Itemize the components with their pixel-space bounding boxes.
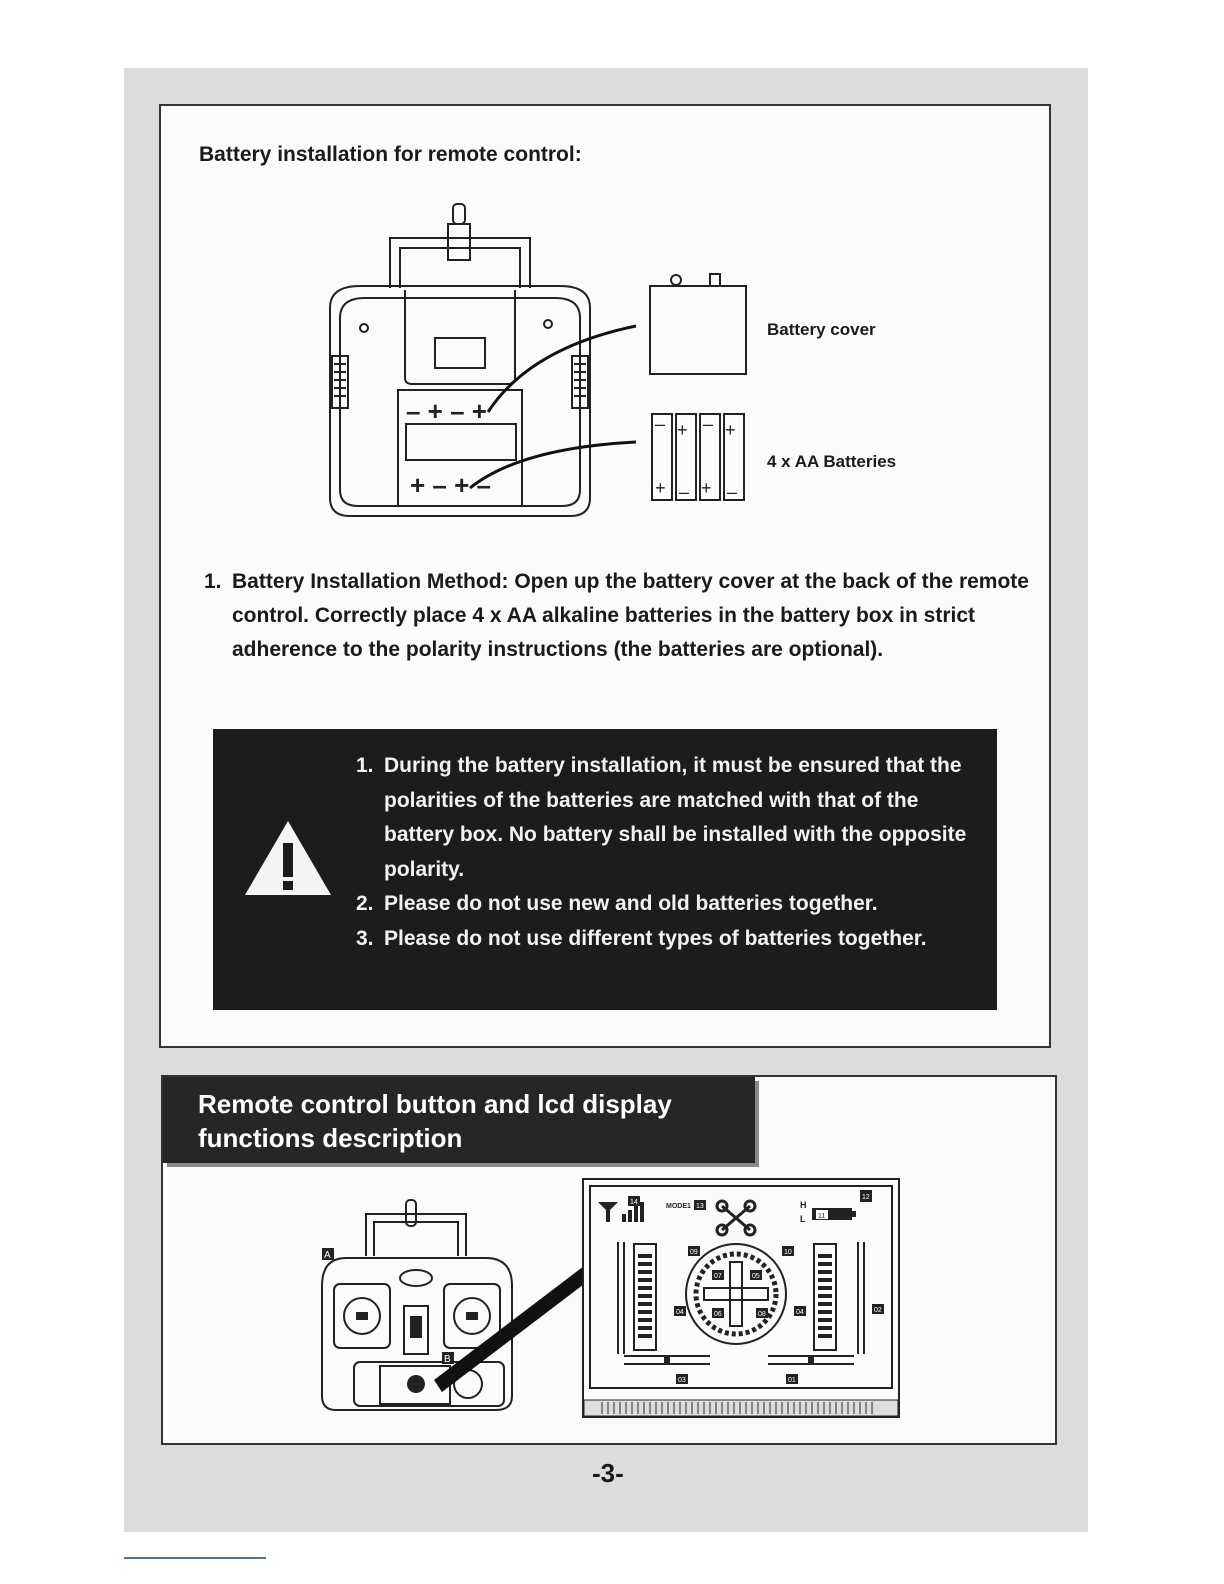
lcd-label-06: 06: [714, 1311, 722, 1318]
svg-text:+: +: [701, 478, 712, 498]
installation-step: [204, 565, 1034, 667]
warning-item-number: 2.: [356, 892, 374, 915]
step-text: Battery Installation Method: Open up the battery cover at the back of the remote control. Correctly place 4 x AA alkaline batteries in the battery box in strict adherence to the polarity instructions (the batteries are optional).: [232, 570, 1029, 661]
lcd-label-09: 09: [690, 1249, 698, 1256]
page-number: -3-: [592, 1458, 624, 1488]
svg-text:+: +: [655, 478, 666, 498]
lcd-label-11: 11: [818, 1213, 826, 1220]
lcd-label-10: 10: [784, 1249, 792, 1256]
lcd-label-04a: 04: [676, 1309, 684, 1316]
remote-back-diagram: [320, 198, 760, 528]
lcd-label-03: 03: [678, 1377, 686, 1384]
svg-text:–: –: [679, 482, 690, 502]
lcd-mode-label: MODE1: [666, 1203, 691, 1210]
lcd-label-05: 05: [752, 1273, 760, 1280]
svg-text:–: –: [703, 414, 714, 434]
warning-item-text: During the battery installation, it must be ensured that the polarities of the batteries are matched with that of the battery box. No battery shall be installed with the opposite polarity.: [384, 754, 967, 881]
battery-section-heading: Battery installation for remote control:: [199, 143, 582, 166]
lcd-high-label: H: [800, 1200, 807, 1210]
lcd-label-07: 07: [714, 1273, 722, 1280]
footer-link-underline: [124, 1557, 266, 1559]
lcd-label-01: 01: [788, 1377, 796, 1384]
svg-text:–: –: [727, 482, 738, 502]
lcd-section-title: [163, 1077, 755, 1163]
lcd-display-diagram: [582, 1178, 900, 1418]
lcd-label-14: 14: [630, 1199, 638, 1206]
warning-item: [356, 887, 986, 922]
batteries-label: 4 x AA Batteries: [767, 452, 897, 471]
lcd-low-label: L: [800, 1214, 806, 1224]
battery-cover-label: Battery cover: [767, 320, 876, 339]
svg-text:+: +: [725, 420, 736, 440]
lcd-label-13: 13: [696, 1203, 704, 1210]
warning-item: [356, 922, 986, 957]
lcd-label-08: 08: [758, 1311, 766, 1318]
remote-front-diagram: [316, 1196, 596, 1418]
warning-list: [356, 749, 986, 956]
lcd-label-04b: 04: [796, 1309, 804, 1316]
warning-item-number: 3.: [356, 926, 374, 950]
lcd-label-02: 02: [874, 1307, 882, 1314]
warning-item-text: Please do not use different types of batteries together.: [384, 926, 927, 950]
warning-item-number: 1.: [356, 754, 374, 777]
warning-item: [356, 749, 986, 887]
warning-item-text: Please do not use new and old batteries together.: [384, 892, 878, 915]
svg-text:–: –: [655, 414, 666, 434]
lcd-section-title-text: Remote control button and lcd display functions description: [198, 1089, 672, 1153]
callout-a: A: [324, 1250, 331, 1261]
svg-text:+: +: [677, 420, 688, 440]
warning-panel: [213, 729, 997, 1010]
svg-text:+ – + –: + – + –: [410, 470, 491, 500]
lcd-label-12: 12: [862, 1194, 870, 1201]
step-number: 1.: [204, 570, 222, 593]
warning-triangle-icon: [243, 817, 333, 897]
svg-text:– + – +: – + – +: [406, 396, 487, 426]
callout-b: B: [444, 1354, 451, 1365]
